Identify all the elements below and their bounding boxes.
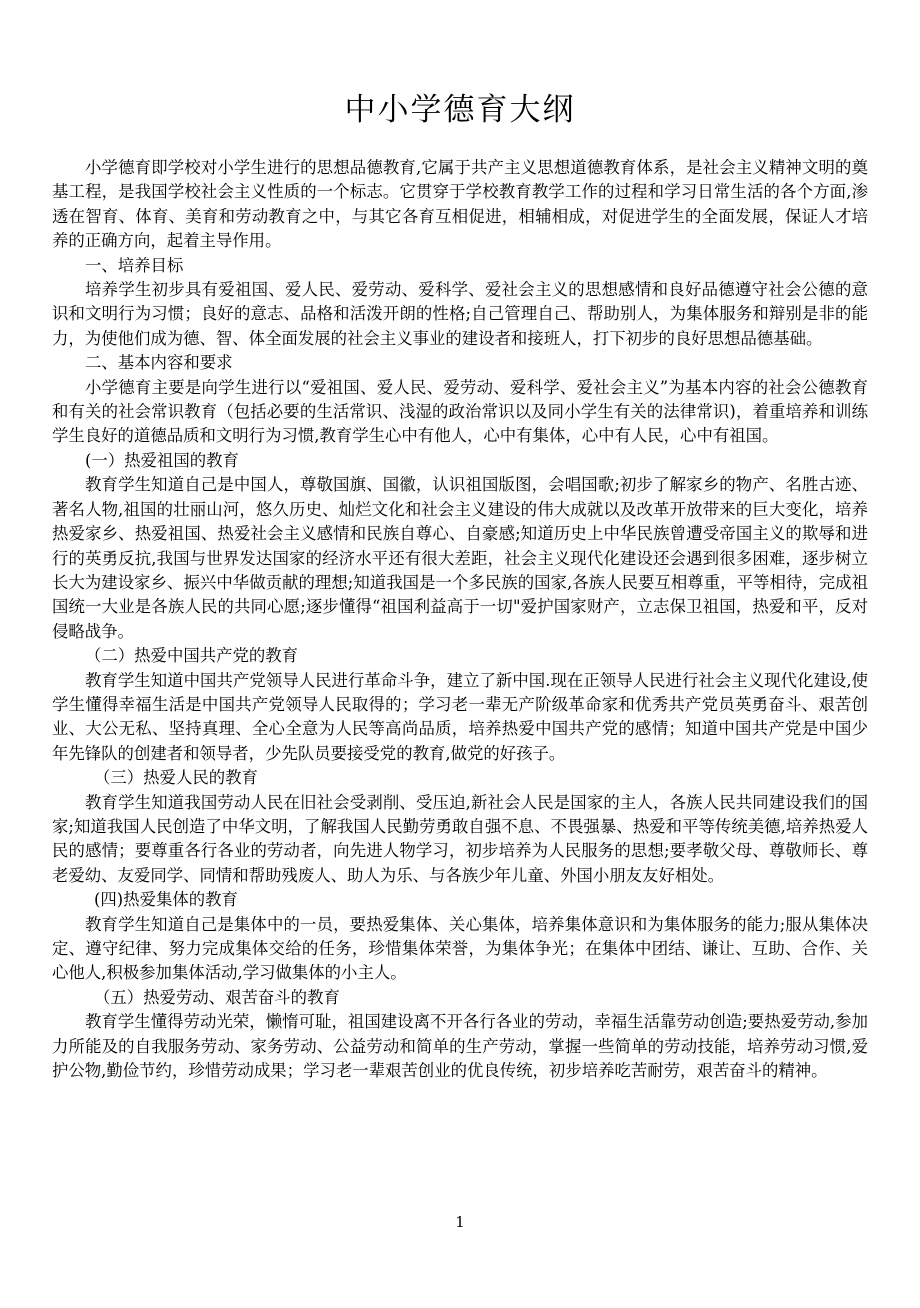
document-body xyxy=(52,156,868,1083)
section-heading-content: 二、基本内容和要求 xyxy=(85,353,233,373)
paragraph-subsection-1: 教育学生知道自己是中国人，尊敬国旗、国徽，认识祖国版图，会唱国歌;初步了解家乡的物产、名胜古迹、著名人物,祖国的壮丽山河，悠久历史、灿烂文化和社会主义建设的伟大成就以及改革开放带来的巨大变化，培养热爱家乡、热爱祖国、热爱社会主义感情和民族自尊心、自豪感;知道历史上中华民族曾遭受帝国主义的欺辱和进行的英勇反抗,我国与世界发达国家的经济水平还有很大差距，社会主义现代化建设还会遇到很多困难，逐步树立长大为建设家乡、振兴中华做贡献的理想;知道我国是一个多民族的国家,各族人民要互相尊重，平等相待，完成祖国统一大业是各族人民的共同心愿;逐步懂得“祖国利益高于一切"爱护国家财产，立志保卫祖国，热爱和平，反对侵略战争。 xyxy=(52,475,868,641)
subsection-heading-3: （三）热爱人民的教育 xyxy=(94,768,258,788)
paragraph-subsection-5: 教育学生懂得劳动光荣，懒惰可耻，祖国建设离不开各行各业的劳动，幸福生活靠劳动创造;要热爱劳动,参加力所能及的自我服务劳动、家务劳动、公益劳动和简单的生产劳动，掌握一些简单的劳动技能，培养劳动习惯,爱护公物,勤俭节约，珍惜劳动成果；学习老一辈艰苦创业的优良传统，初步培养吃苦耐劳，艰苦奋斗的精神。 xyxy=(52,1012,868,1081)
paragraph-subsection-3: 教育学生知道我国劳动人民在旧社会受剥削、受压迫,新社会人民是国家的主人，各族人民共同建设我们的国家;知道我国人民创造了中华文明，了解我国人民勤劳勇敢自强不息、不畏强暴、热爱和平等传统美德,培养热爱人民的感情；要尊重各行各业的劳动者，向先进人物学习，初步培养为人民服务的思想;要孝敬父母、尊敬师长、尊老爱幼、友爱同学、同情和帮助残废人、助人为乐、与各族少年儿童、外国小朋友友好相处。 xyxy=(52,792,868,885)
section-heading-goals: 一、培养目标 xyxy=(85,255,184,275)
page-number: 1 xyxy=(455,1213,465,1231)
subsection-heading-2: （二）热爱中国共产党的教育 xyxy=(85,646,299,666)
page-title: 中小学德育大纲 xyxy=(344,92,576,128)
paragraph-subsection-2: 教育学生知道中国共产党领导人民进行革命斗争，建立了新中国.现在正领导人民进行社会主义现代化建设,使学生懂得幸福生活是中国共产党领导人民取得的；学习老一辈无产阶级革命家和优秀共产党员英勇奋斗、艰苦创业、大公无私、坚持真理、全心全意为人民等高尚品质，培养热爱中国共产党的感情；知道中国共产党是中国少年先锋队的创建者和领导者，少先队员要接受党的教育,做党的好孩子。 xyxy=(52,670,868,763)
subsection-heading-1: (一）热爱祖国的教育 xyxy=(85,450,239,470)
subsection-heading-5: （五）热爱劳动、艰苦奋斗的教育 xyxy=(94,987,340,1007)
paragraph-intro: 小学德育即学校对小学生进行的思想品德教育,它属于共产主义思想道德教育体系，是社会主义精神文明的奠基工程，是我国学校社会主义性质的一个标志。它贯穿于学校教育教学工作的过程和学习日常生活的各个方面,渗透在智育、体育、美育和劳动教育之中，与其它各育互相促进，相辅相成，对促进学生的全面发展，保证人才培养的正确方向，起着主导作用。 xyxy=(52,158,868,251)
paragraph-goals: 培养学生初步具有爱祖国、爱人民、爱劳动、爱科学、爱社会主义的思想感情和良好品德遵守社会公德的意识和文明行为习惯；良好的意志、品格和活泼开朗的性格;自己管理自己、帮助别人，为集体服务和辩别是非的能力，为使他们成为德、智、体全面发展的社会主义事业的建设者和接班人，打下初步的良好思想品德基础。 xyxy=(52,280,868,348)
paragraph-subsection-4: 教育学生知道自己是集体中的一员，要热爱集体、关心集体，培养集体意识和为集体服务的能力;服从集体决定、遵守纪律、努力完成集体交给的任务，珍惜集体荣誉，为集体争光；在集体中团结、谦让、互助、合作、关心他人,积极参加集体活动,学习做集体的小主人。 xyxy=(52,914,868,983)
subsection-heading-4: (四)热爱集体的教育 xyxy=(94,890,238,910)
paragraph-content: 小学德育主要是向学生进行以“爱祖国、爱人民、爱劳动、爱科学、爱社会主义”为基本内容的社会公德教育和有关的社会常识教育（包括必要的生活常识、浅湿的政治常识以及同小学生有关的法律常识)，着重培养和训练学生良好的道德品质和文明行为习惯,教育学生心中有他人，心中有集体，心中有人民，心中有祖国。 xyxy=(52,377,868,446)
